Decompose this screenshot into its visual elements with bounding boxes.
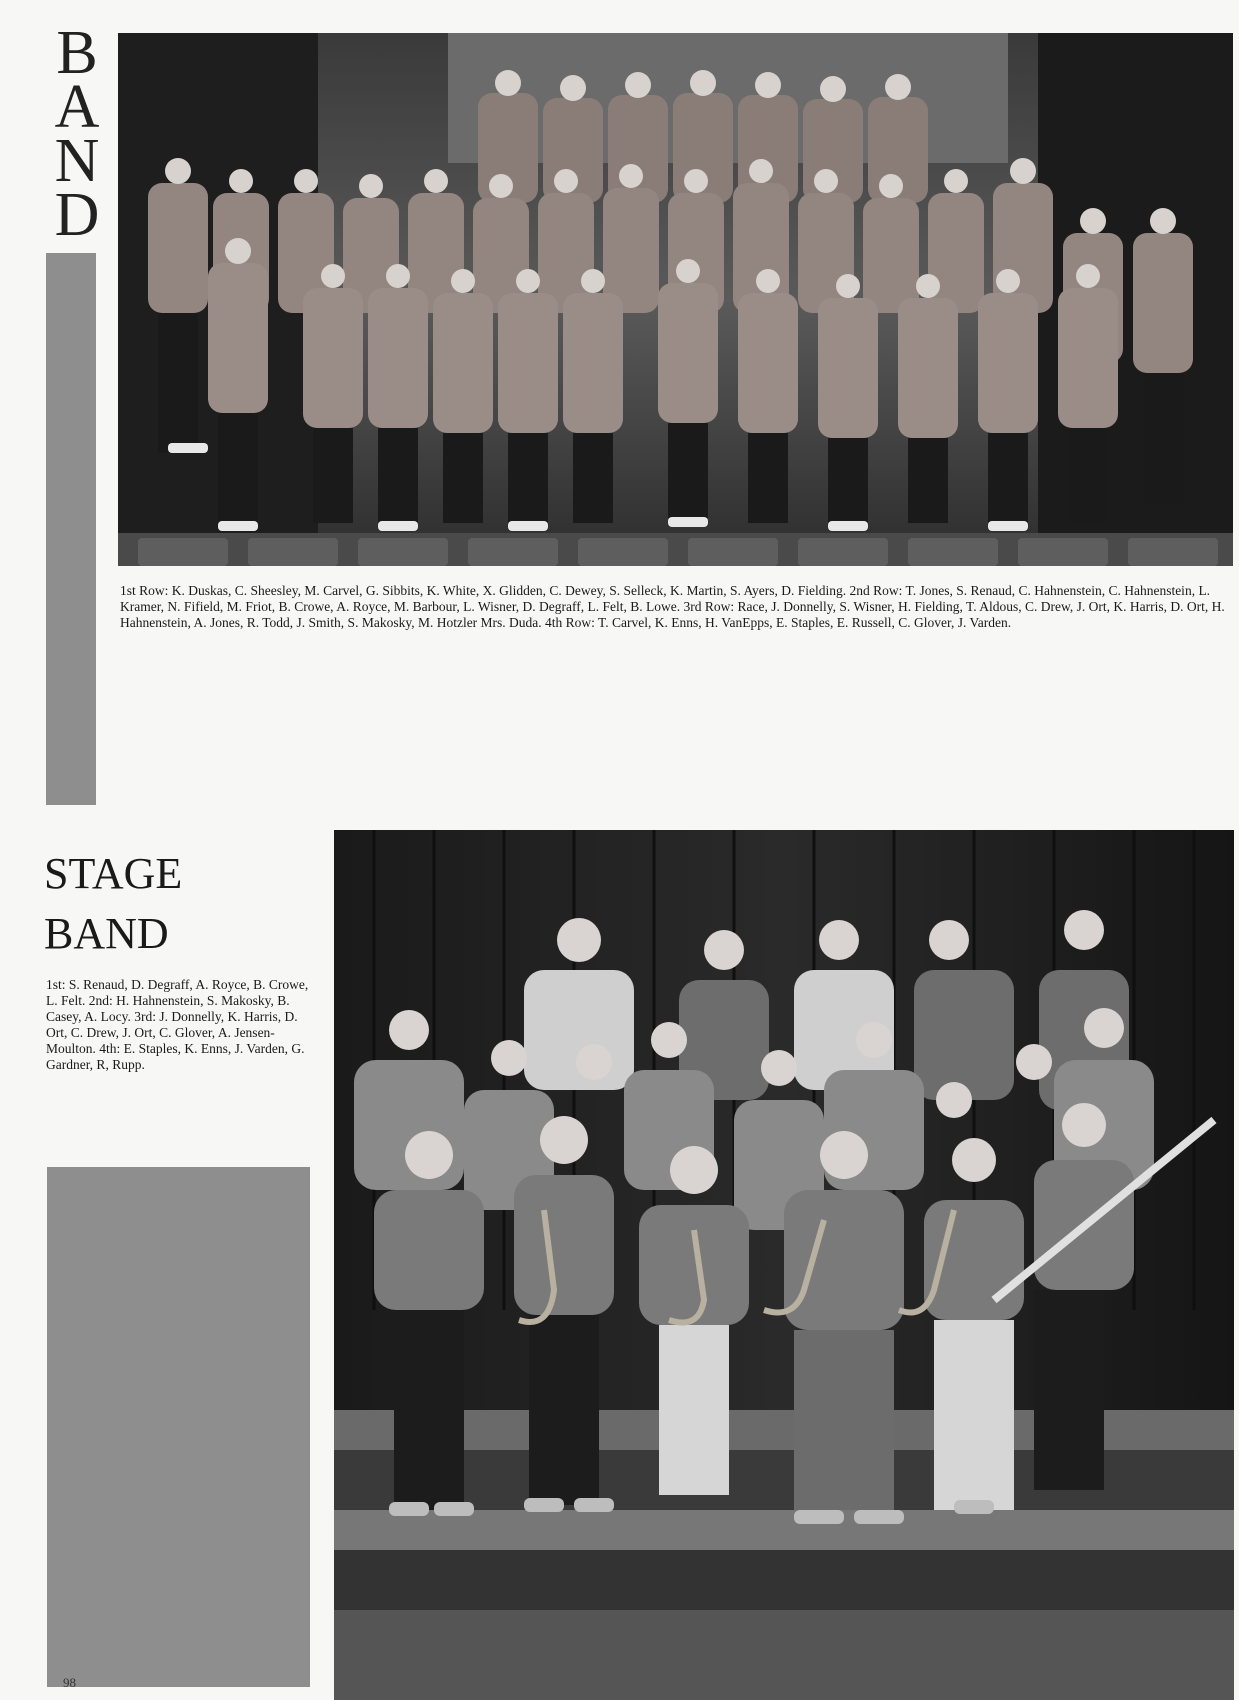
page-number: 98 xyxy=(63,1675,76,1690)
band-title-letter: D xyxy=(54,181,100,249)
stage-band-accent-bar xyxy=(47,1167,310,1687)
stage-band-caption: 1st: S. Renaud, D. Degraff, A. Royce, B. Crowe, L. Felt. 2nd: H. Hahnenstein, S. Makosky, B. Casey, A. Locy. 3rd: J. Donnelly, K. Harris, D. Ort, C. Drew, J. Ort, C. Glover, A. Jensen-Moulton. 4th: E. Staples, K. Enns, J. Varden, G. Gardner, R, Rupp. xyxy=(46,977,309,1072)
band-title-letter: N xyxy=(54,127,100,195)
stage-band-group-photo xyxy=(334,830,1234,1700)
band-accent-bar xyxy=(46,253,96,805)
stage-band-title-line2: BAND xyxy=(44,909,169,958)
band-title-letter: B xyxy=(56,19,98,87)
stage-band-title xyxy=(44,844,314,964)
band-group-photo xyxy=(118,33,1233,566)
band-title-letter: A xyxy=(54,73,100,141)
band-caption: 1st Row: K. Duskas, C. Sheesley, M. Carvel, G. Sibbits, K. White, X. Glidden, C. Dewey, S. Selleck, K. Martin, S. Ayers, D. Fielding. 2nd Row: T. Jones, S. Renaud, C. Hahnenstein, C. Hahnenstein, L. Kramer, N. Fifield, M. Friot, B. Crowe, A. Royce, M. Barbour, L. Wisner, D. Degraff, L. Felt, B. Lowe. 3rd Row: Race, J. Donnelly, S. Wisner, H. Fielding, T. Aldous, C. Drew, J. Ort, K. Harris, D. Ort, H. Hahnenstein, A. Jones, R. Todd, J. Smith, S. Makosky, M. Hotzler Mrs. Duda. 4th Row: T. Carvel, K. Enns, H. VanEpps, E. Staples, E. Russell, C. Glover, J. Varden. xyxy=(120,583,1225,630)
stage-band-title-line1: STAGE xyxy=(44,849,183,898)
band-title xyxy=(52,19,102,249)
